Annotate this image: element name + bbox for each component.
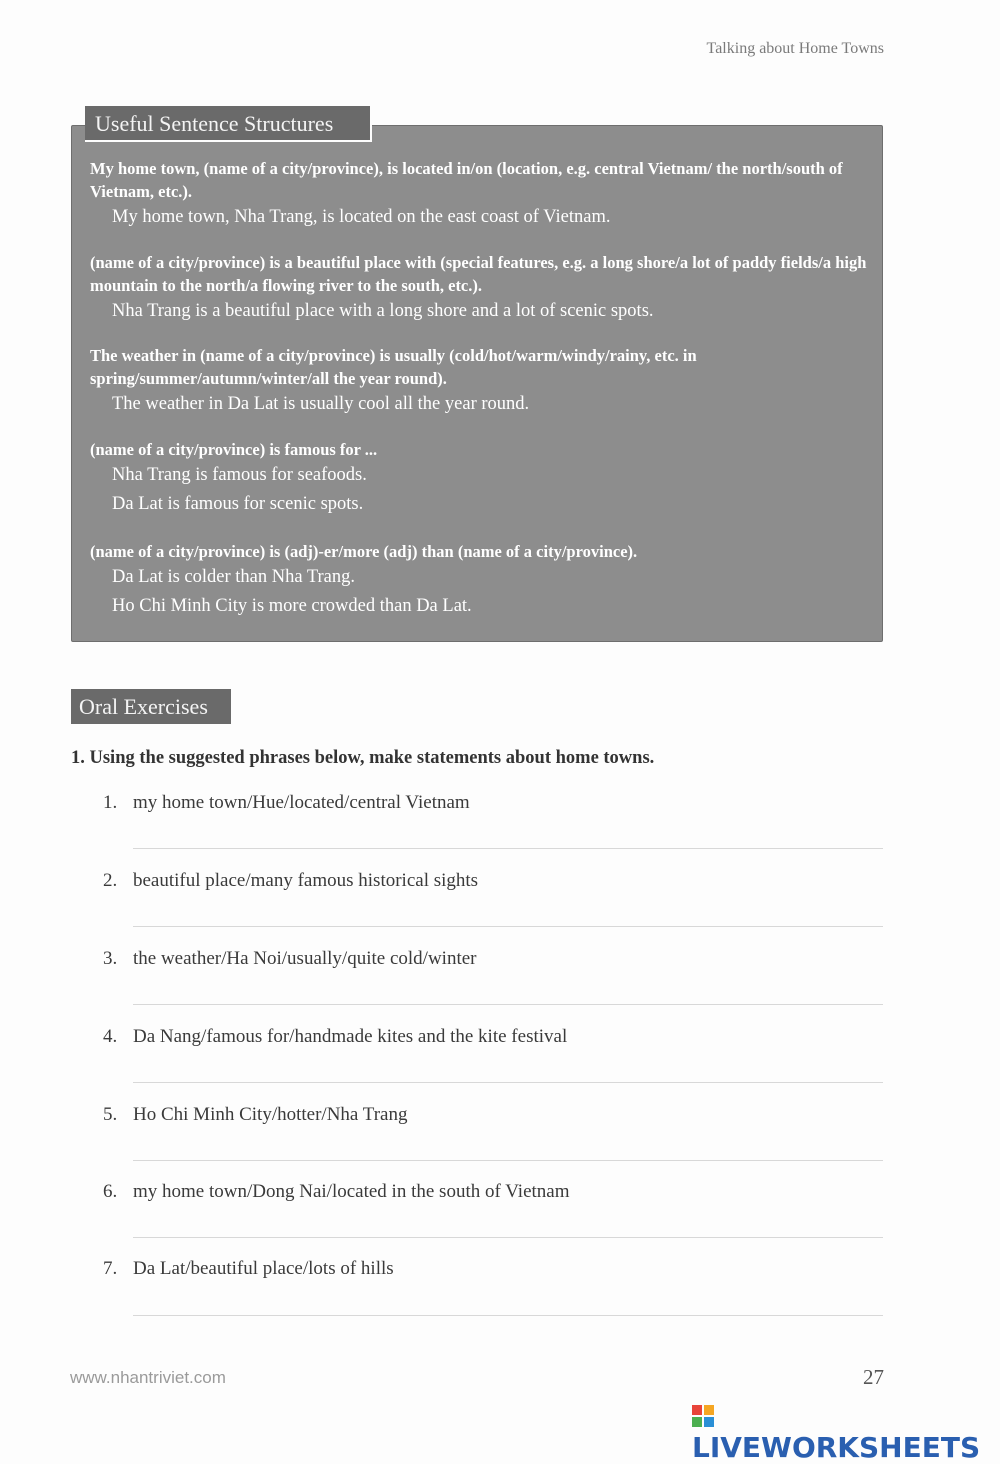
item-prompt: the weather/Ha Noi/usually/quite cold/winter	[133, 948, 477, 969]
structure-example: Nha Trang is a beautiful place with a long shore and a lot of scenic spots.	[112, 301, 654, 321]
item-prompt: Da Lat/beautiful place/lots of hills	[133, 1258, 394, 1279]
item-prompt: my home town/Dong Nai/located in the south of Vietnam	[133, 1181, 570, 1202]
exercise-item	[103, 1258, 394, 1280]
item-number: 7.	[103, 1258, 118, 1279]
page-number: 27	[863, 1365, 884, 1389]
structure-pattern: My home town, (name of a city/province), is located in/on (location, e.g. central Vietnam/ the north/south of Vietnam, etc.).	[90, 159, 843, 201]
answer-line[interactable]	[133, 1315, 883, 1316]
structure-item	[90, 344, 875, 419]
structure-pattern: (name of a city/province) is a beautiful place with (special features, e.g. a long shore/a lot of paddy fields/a high mountain to the north/a flowing river to the south, etc.).	[90, 253, 867, 295]
answer-line[interactable]	[133, 1004, 883, 1005]
answer-line[interactable]	[133, 926, 883, 927]
answer-line[interactable]	[133, 1237, 883, 1238]
structure-example: Da Lat is famous for scenic spots.	[112, 494, 364, 514]
item-prompt: Da Nang/famous for/handmade kites and the kite festival	[133, 1026, 568, 1047]
exercise-item	[103, 870, 478, 892]
structure-pattern: (name of a city/province) is famous for ...	[90, 440, 378, 459]
item-prompt: beautiful place/many famous historical sights	[133, 870, 479, 891]
structure-example: Nha Trang is famous for seafoods.	[112, 465, 367, 485]
answer-line[interactable]	[133, 1160, 883, 1161]
footer-url: www.nhantriviet.com	[70, 1368, 226, 1387]
structure-pattern: (name of a city/province) is (adj)-er/more (adj) than (name of a city/province).	[90, 542, 638, 561]
structure-example: Da Lat is colder than Nha Trang.	[112, 567, 356, 587]
item-number: 1.	[103, 792, 118, 813]
brand-name: LIVEWORKSHEETS	[692, 1431, 981, 1464]
running-title: Talking about Home Towns	[706, 40, 884, 57]
exercise-item	[103, 1181, 570, 1203]
liveworksheets-icon	[692, 1405, 714, 1427]
item-prompt: Ho Chi Minh City/hotter/Nha Trang	[133, 1104, 408, 1125]
item-number: 3.	[103, 948, 118, 969]
structure-example: The weather in Da Lat is usually cool all the year round.	[112, 394, 530, 414]
structure-item	[90, 251, 875, 326]
structure-item	[90, 438, 875, 519]
oral-exercises-title: Oral Exercises	[71, 689, 231, 724]
item-number: 6.	[103, 1181, 118, 1202]
exercise-item	[103, 1104, 407, 1126]
exercise-instruction: 1. Using the suggested phrases below, make statements about home towns.	[71, 748, 655, 768]
exercise-item	[103, 1026, 567, 1048]
structures-title: Useful Sentence Structures	[85, 106, 372, 142]
liveworksheets-logo[interactable]	[692, 1398, 1000, 1464]
exercise-item	[103, 948, 476, 970]
item-number: 5.	[103, 1104, 118, 1125]
structure-example: My home town, Nha Trang, is located on the east coast of Vietnam.	[112, 207, 611, 227]
structure-example: Ho Chi Minh City is more crowded than Da Lat.	[112, 596, 472, 616]
item-number: 4.	[103, 1026, 118, 1047]
structure-item	[90, 157, 875, 232]
item-prompt: my home town/Hue/located/central Vietnam	[133, 792, 470, 813]
answer-line[interactable]	[133, 848, 883, 849]
exercise-item	[103, 792, 470, 814]
structure-pattern: The weather in (name of a city/province) is usually (cold/hot/warm/windy/rainy, etc. in spring/summer/autumn/winter/all the year round).	[90, 346, 697, 388]
answer-line[interactable]	[133, 1082, 883, 1083]
item-number: 2.	[103, 870, 118, 891]
structure-item	[90, 540, 875, 621]
